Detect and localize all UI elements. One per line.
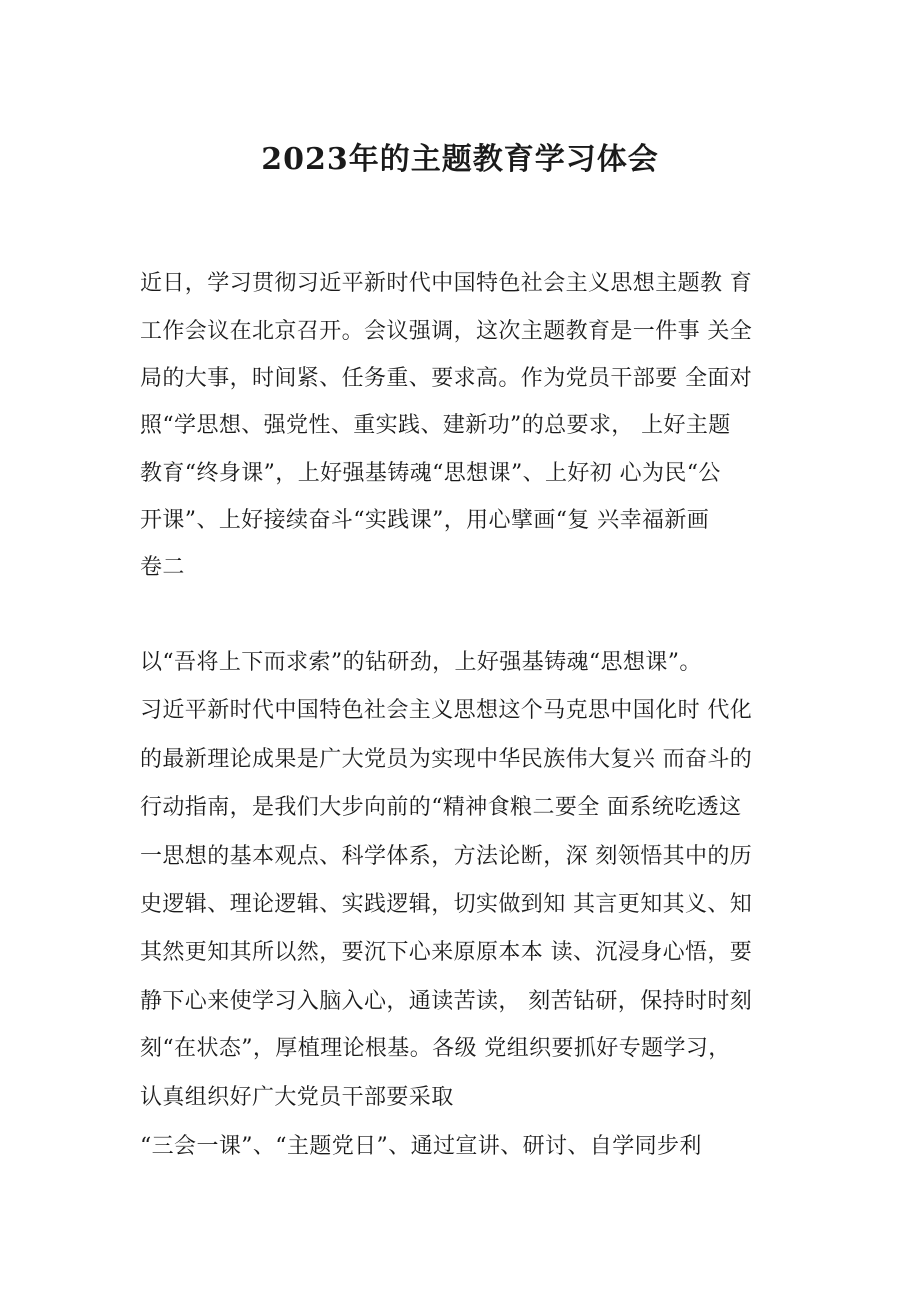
paragraph-line: 习近平新时代中国特色社会主义思想这个马克思中国化时 代化 [140, 698, 753, 723]
paragraph-line: 行动指南，是我们大步向前的“精神食粮二要全 面系统吃透这 [140, 795, 742, 820]
paragraph-line: 开课”、上好接续奋斗“实践课”，用心擘画“复 兴幸福新画 [140, 508, 710, 533]
paragraph-line: “三会一课”、“主题党日”、通过宣讲、研讨、自学同步利 [140, 1134, 702, 1159]
paragraph-line: 卷二 [140, 555, 185, 580]
paragraph-line: 近日，学习贯彻习近平新时代中国特色社会主义思想主题教 育 [140, 271, 753, 296]
paragraph-line: 照“学思想、强党性、重实践、建新功”的总要求， 上好主题 [140, 413, 731, 438]
paragraph-line: 的最新理论成果是广大党员为实现中华民族伟大复兴 而奋斗的 [140, 747, 753, 772]
paragraph-line: 史逻辑、理论逻辑、实践逻辑，切实做到知 其言更知其义、知 [140, 892, 753, 917]
paragraph-line: 认真组织好广大党员干部要采取 [140, 1085, 454, 1110]
paragraph-line: 工作会议在北京召开。会议强调，这次主题教育是一件事 关全 [140, 319, 753, 344]
document-title: 2023年的主题教育学习体会 [261, 142, 659, 177]
paragraph-line: 静下心来使学习入脑入心，通读苦读， 刻苦钻研，保持时时刻 [140, 989, 753, 1014]
paragraph-line: 其然更知其所以然，要沉下心来原原本本 读、沉浸身心悟，要 [140, 940, 753, 965]
paragraph-line: 局的大事，时间紧、任务重、要求高。作为党员干部要 全面对 [140, 366, 753, 391]
paragraph-line: 教育“终身课”，上好强基铸魂“思想课”、上好初 心为民“公 [140, 461, 721, 486]
paragraph-line: 以“吾将上下而求索”的钻研劲，上好强基铸魂“思想课”。 [140, 650, 702, 675]
paragraph-line: 刻“在状态”，厚植理论根基。各级 党组织要抓好专题学习， [140, 1036, 731, 1061]
paragraph-line: 一思想的基本观点、科学体系，方法论断，深 刻领悟其中的历 [140, 844, 753, 869]
